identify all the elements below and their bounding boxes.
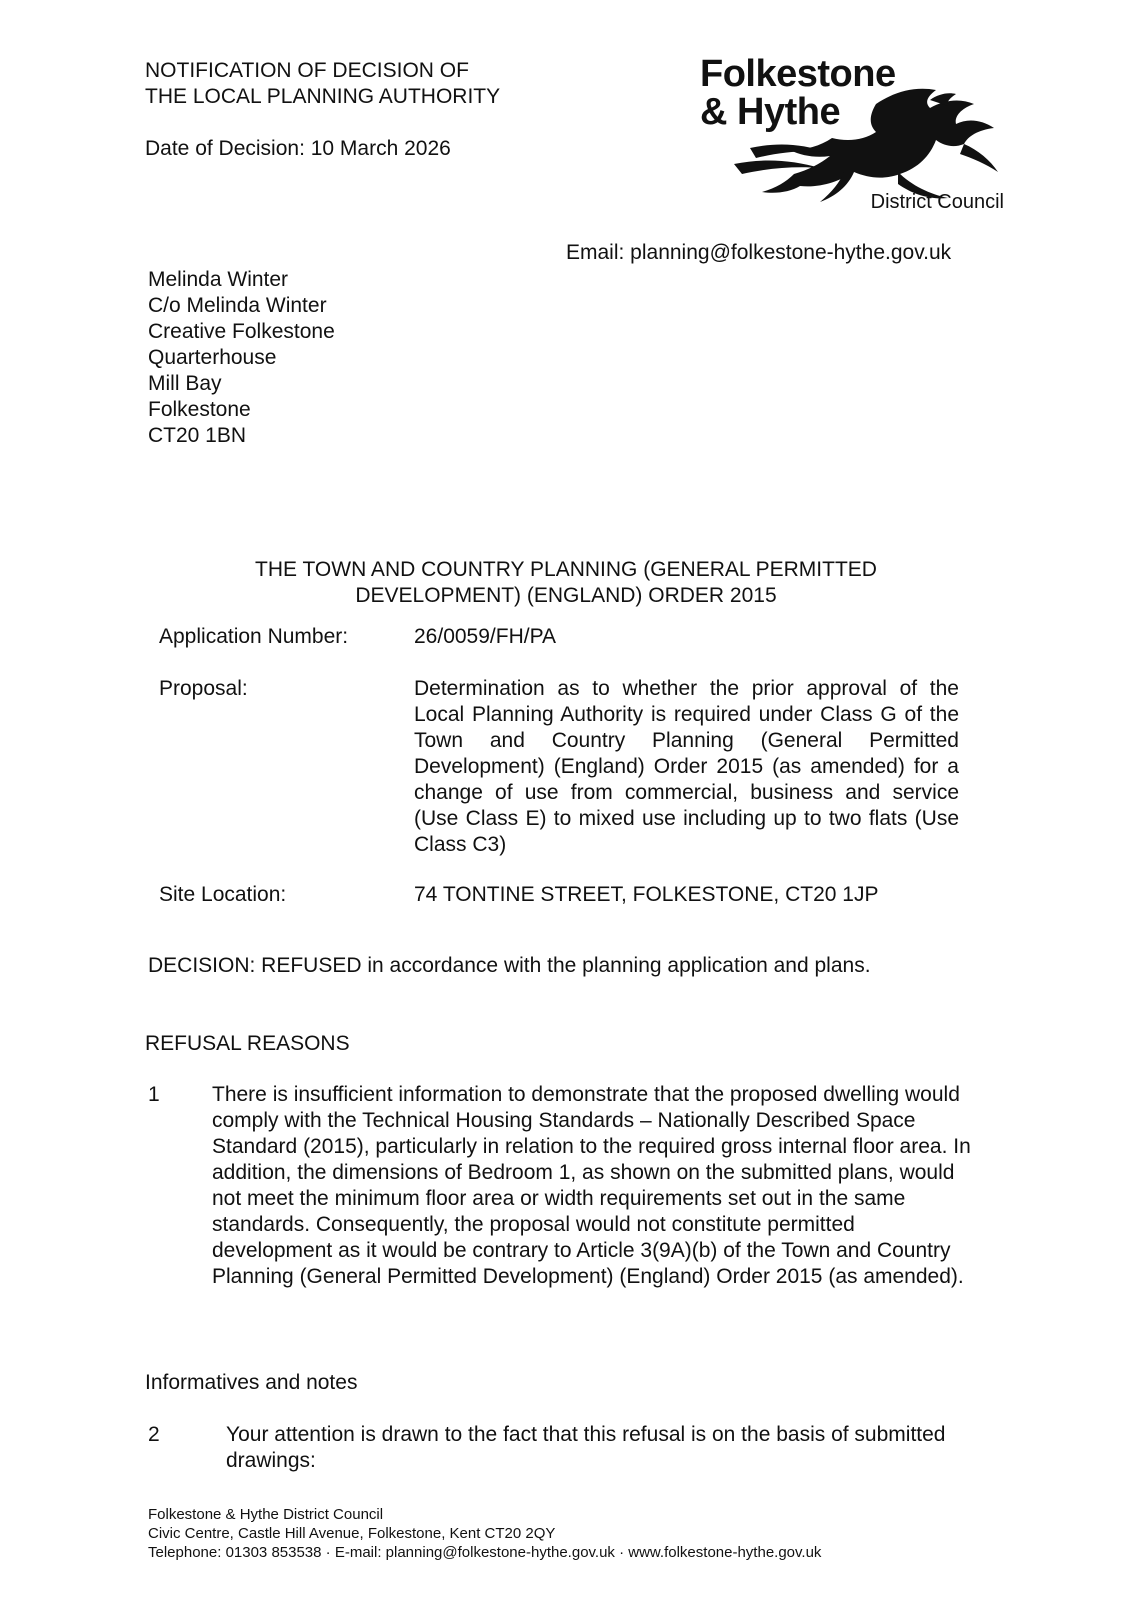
page-footer [148, 1505, 821, 1562]
reason-text: There is insufficient information to demonstrate that the proposed dwelling would comply with the Technical Housing Standards – Nationally Described Space Standard (2015), particularly in relation to the required gross internal floor area. In addition, the dimensions of Bedroom 1, as shown on the submitted plans, would not meet the minimum floor area or width requirements set out in the same standards. Consequently, the proposal would not constitute permitted development as it would be contrary to Article 3(9A)(b) of the Town and Country Planning (General Permitted Development) (England) Order 2015 (as amended). [212, 1083, 971, 1288]
date-of-decision: Date of Decision: 10 March 2026 [145, 137, 451, 160]
address-line: Mill Bay [148, 372, 222, 395]
refusal-reasons-title: REFUSAL REASONS [145, 1032, 350, 1055]
address-line: Melinda Winter [148, 268, 289, 291]
logo-text-hythe: & Hythe [700, 91, 841, 133]
note-text: Your attention is drawn to the fact that this refusal is on the basis of submitted drawings: [226, 1423, 946, 1472]
footer-line-3: Telephone: 01303 853538 · E-mail: planning@folkestone-hythe.gov.uk · www.folkestone-hythe.gov.uk [148, 1544, 822, 1561]
address-line: CT20 1BN [148, 424, 247, 447]
informatives-title: Informatives and notes [145, 1371, 358, 1394]
footer-line-2: Civic Centre, Castle Hill Avenue, Folkestone, Kent CT20 2QY [148, 1525, 556, 1542]
order-title-line-2: DEVELOPMENT) (ENGLAND) ORDER 2015 [355, 584, 777, 607]
note-number: 2 [148, 1423, 160, 1446]
notification-heading [145, 58, 500, 110]
application-number-label: Application Number: [159, 625, 349, 648]
order-title-line-1: THE TOWN AND COUNTRY PLANNING (GENERAL PERMITTED [255, 558, 877, 581]
site-location-label: Site Location: [159, 883, 287, 906]
site-location-value: 74 TONTINE STREET, FOLKESTONE, CT20 1JP [414, 883, 879, 906]
proposal-value: Determination as to whether the prior approval of the Local Planning Authority is required under Class G of the Town and Country Planning (General Permitted Development) (England) Order 2015 (as amended) for a change of use from commercial, business and service (Use Class E) to mixed use including up to two flats (Use Class C3) [414, 677, 959, 856]
decision-statement: DECISION: REFUSED in accordance with the planning application and plans. [148, 954, 871, 977]
logo-text-folkestone: Folkestone [700, 53, 896, 95]
heading-line-2: THE LOCAL PLANNING AUTHORITY [145, 85, 501, 108]
address-line: C/o Melinda Winter [148, 294, 327, 317]
address-line: Folkestone [148, 398, 251, 421]
address-line: Quarterhouse [148, 346, 277, 369]
council-logo [698, 52, 1008, 222]
contact-email: Email: planning@folkestone-hythe.gov.uk [566, 241, 952, 264]
footer-line-1: Folkestone & Hythe District Council [148, 1506, 384, 1523]
address-line: Creative Folkestone [148, 320, 335, 343]
order-title [0, 557, 1132, 609]
recipient-address [148, 267, 335, 449]
reason-number: 1 [148, 1083, 160, 1106]
application-number-value: 26/0059/FH/PA [414, 625, 557, 648]
logo-text-district-council: District Council [870, 191, 1004, 213]
proposal-label: Proposal: [159, 677, 248, 700]
heading-line-1: NOTIFICATION OF DECISION OF [145, 59, 469, 82]
